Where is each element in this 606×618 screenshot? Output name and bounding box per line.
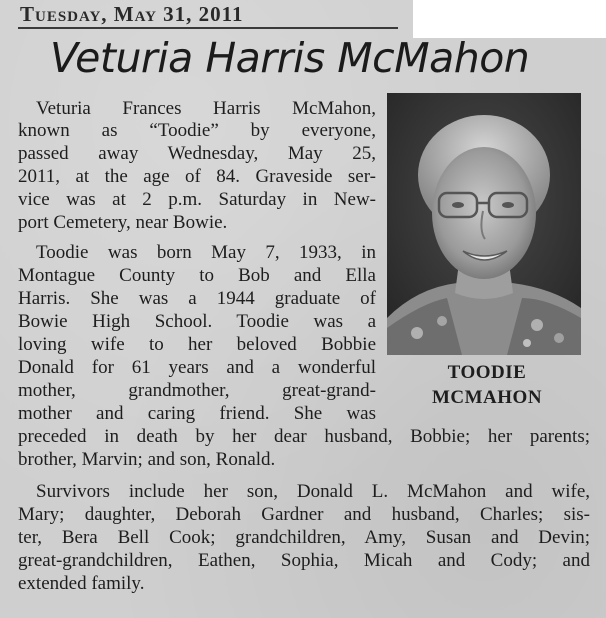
body-line: Montague County to Bob and Ella (18, 265, 376, 286)
body-line: mother, grandmother, great-grand- (18, 380, 376, 401)
body-line: loving wife to her beloved Bobbie (18, 334, 376, 355)
body-line: known as “Toodie” by everyone, (18, 120, 376, 141)
body-line: vice was at 2 p.m. Saturday in New- (18, 189, 376, 210)
body-line: mother and caring friend. She was (18, 403, 376, 424)
photo-caption (387, 360, 587, 410)
portrait-photo (387, 93, 581, 355)
body-line: Mary; daughter, Deborah Gardner and husband, Charles; sis- (18, 504, 590, 525)
body-line: preceded in death by her dear husband, Bobbie; her parents; (18, 426, 590, 447)
body-line: Survivors include her son, Donald L. McMahon and wife, (36, 481, 590, 502)
body-line: 2011, at the age of 84. Graveside ser- (18, 166, 376, 187)
dateline-rule (18, 27, 398, 29)
caption-line: TOODIE (447, 362, 527, 383)
body-line: Veturia Frances Harris McMahon, (36, 98, 376, 119)
body-line: Bowie High School. Toodie was a (18, 311, 376, 332)
caption-line: MCMAHON (431, 387, 543, 408)
dateline: Tuesday, May 31, 2011 (20, 2, 244, 26)
portrait-image (387, 93, 581, 355)
obituary-headline: Veturia Harris McMahon (50, 34, 530, 82)
page-background-corner (413, 0, 606, 38)
body-line: port Cemetery, near Bowie. (18, 212, 228, 233)
body-line: Toodie was born May 7, 1933, in (36, 242, 376, 263)
body-line: Donald for 61 years and a wonderful (18, 357, 376, 378)
body-line: Harris. She was a 1944 graduate of (18, 288, 376, 309)
body-line: passed away Wednesday, May 25, (18, 143, 376, 164)
body-line: brother, Marvin; and son, Ronald. (18, 449, 276, 470)
body-line: ter, Bera Bell Cook; grandchildren, Amy, Susan and Devin; (18, 527, 590, 548)
body-line: great-grandchildren, Eathen, Sophia, Micah and Cody; and (18, 550, 590, 571)
body-line: extended family. (18, 573, 145, 594)
